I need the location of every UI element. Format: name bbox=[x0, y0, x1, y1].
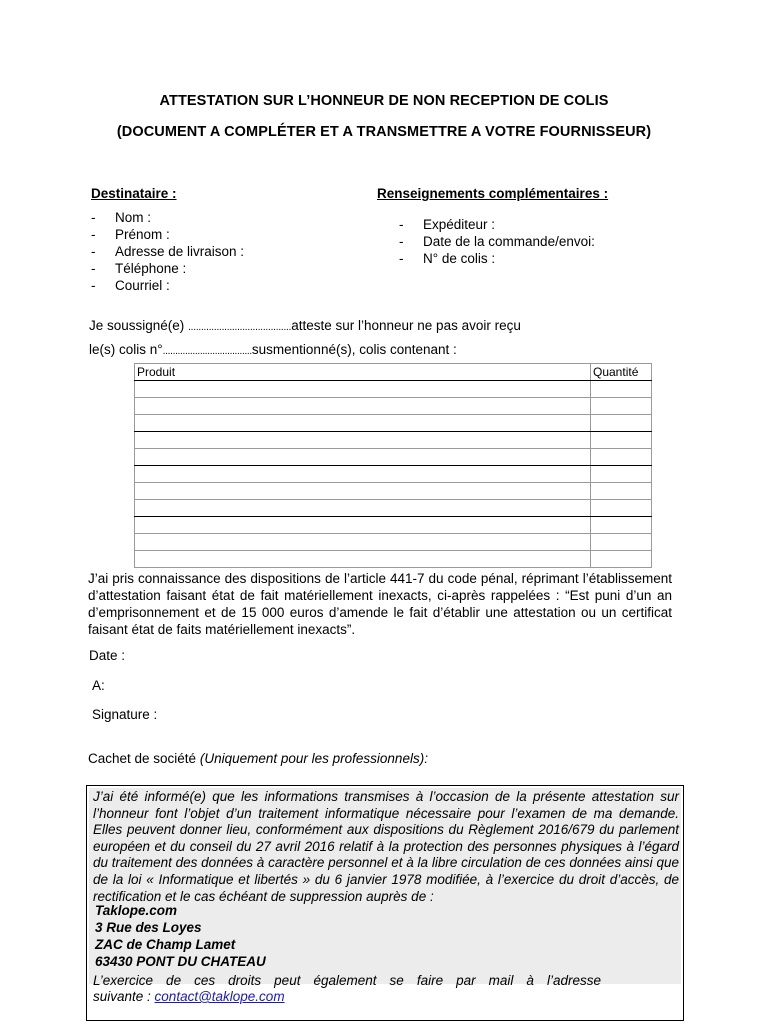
product-cell[interactable] bbox=[135, 381, 591, 398]
extra-info-item: - N° de colis : bbox=[399, 250, 595, 267]
table-row bbox=[135, 517, 652, 534]
quantity-cell[interactable] bbox=[591, 517, 652, 534]
parcel-number-blank[interactable]: .................................... bbox=[162, 346, 252, 357]
table-row bbox=[135, 381, 652, 398]
table-row bbox=[135, 415, 652, 432]
recipient-list bbox=[91, 209, 244, 294]
quantity-cell[interactable] bbox=[591, 466, 652, 483]
product-cell[interactable] bbox=[135, 517, 591, 534]
recipient-heading: Destinataire : bbox=[91, 186, 177, 201]
address-line: Taklope.com bbox=[95, 903, 178, 918]
rights-email-line: suivante : contact@taklope.com bbox=[93, 989, 285, 1004]
table-row bbox=[135, 432, 652, 449]
extra-info-item: - Expéditeur : bbox=[399, 216, 595, 233]
document-subtitle: (DOCUMENT A COMPLÉTER ET A TRANSMETTRE A VOTRE FOURNISSEUR) bbox=[116, 124, 652, 140]
product-cell[interactable] bbox=[135, 483, 591, 500]
quantity-cell[interactable] bbox=[591, 500, 652, 517]
contact-email-link[interactable]: contact@taklope.com bbox=[154, 989, 285, 1004]
declaration-line-2: le(s) colis n°....................................susmentionné(s), colis contenant : bbox=[89, 342, 457, 357]
column-header-quantity: Quantité bbox=[591, 364, 652, 381]
column-header-product: Produit bbox=[135, 364, 591, 381]
document-title: ATTESTATION SUR L’HONNEUR DE NON RECEPTION DE COLIS bbox=[159, 93, 609, 109]
company-address bbox=[95, 902, 266, 970]
product-cell[interactable] bbox=[135, 415, 591, 432]
recipient-item: - Téléphone : bbox=[91, 260, 244, 277]
table-row bbox=[135, 500, 652, 517]
quantity-cell[interactable] bbox=[591, 551, 652, 568]
declaration-line-1: Je soussigné(e) ........................................atteste sur l’honneur ne pas avoir reçu bbox=[89, 318, 521, 333]
address-line: 63430 PONT DU CHATEAU bbox=[95, 954, 266, 969]
product-cell[interactable] bbox=[135, 466, 591, 483]
name-blank[interactable]: ........................................ bbox=[188, 322, 292, 333]
quantity-cell[interactable] bbox=[591, 449, 652, 466]
signature-label: Signature : bbox=[92, 707, 158, 722]
extra-info-item: - Date de la commande/envoi: bbox=[399, 233, 595, 250]
product-cell[interactable] bbox=[135, 432, 591, 449]
recipient-item: - Nom : bbox=[91, 209, 244, 226]
table-row bbox=[135, 534, 652, 551]
legal-paragraph: J’ai pris connaissance des dispositions de l’article 441-7 du code pénal, réprimant l’établissement d’attestation faisant état de fait matériellement inexacts, ci-après rappelées : “Est puni d’un an d’emprisonnement et de 15 000 euros d’amende le fait d’établir une attestation ou un certificat faisant état de faits matériellement inexacts”. bbox=[88, 571, 672, 637]
table-row bbox=[135, 398, 652, 415]
company-stamp-label: Cachet de société (Uniquement pour les professionnels): bbox=[88, 751, 428, 766]
date-label: Date : bbox=[89, 648, 126, 663]
extra-info-heading: Renseignements complémentaires : bbox=[377, 186, 609, 201]
quantity-cell[interactable] bbox=[591, 398, 652, 415]
place-label: A: bbox=[92, 678, 105, 693]
table-row bbox=[135, 449, 652, 466]
product-cell[interactable] bbox=[135, 500, 591, 517]
recipient-item: - Courriel : bbox=[91, 277, 244, 294]
extra-info-list bbox=[399, 216, 595, 267]
quantity-cell[interactable] bbox=[591, 534, 652, 551]
privacy-notice-box bbox=[86, 785, 684, 1021]
quantity-cell[interactable] bbox=[591, 381, 652, 398]
quantity-cell[interactable] bbox=[591, 432, 652, 449]
privacy-notice-text: J’ai été informé(e) que les informations transmises à l’occasion de la présente attestation sur l’honneur font l’objet d’un traitement informatique nécessaire pour l’examen de ma demande. Elles peuvent donner lieu, conformément aux dispositions du Règlement 2016/679 du parlement européen et du conseil du 27 avril 2016 relatif à la protection des personnes physiques à l’égard du traitement des données à caractère personnel et à la libre circulation de ces données ainsi que de la loi « Informatique et libertés » du 6 janvier 1978 modifiée, à l’exercice du droit d’accès, de rectification et le cas échéant de suppression auprès de : bbox=[93, 789, 679, 904]
product-cell[interactable] bbox=[135, 551, 591, 568]
product-cell[interactable] bbox=[135, 398, 591, 415]
address-line: 3 Rue des Loyes bbox=[95, 920, 202, 935]
table-row bbox=[135, 466, 652, 483]
address-line: ZAC de Champ Lamet bbox=[95, 937, 236, 952]
recipient-item: - Prénom : bbox=[91, 226, 244, 243]
products-table bbox=[134, 363, 652, 568]
quantity-cell[interactable] bbox=[591, 483, 652, 500]
table-row bbox=[135, 483, 652, 500]
quantity-cell[interactable] bbox=[591, 415, 652, 432]
product-cell[interactable] bbox=[135, 534, 591, 551]
table-row bbox=[135, 551, 652, 568]
rights-exercise-text: L’exercice de ces droits peut également se faire par mail à l’adresse bbox=[93, 973, 601, 988]
recipient-item: - Adresse de livraison : bbox=[91, 243, 244, 260]
product-cell[interactable] bbox=[135, 449, 591, 466]
